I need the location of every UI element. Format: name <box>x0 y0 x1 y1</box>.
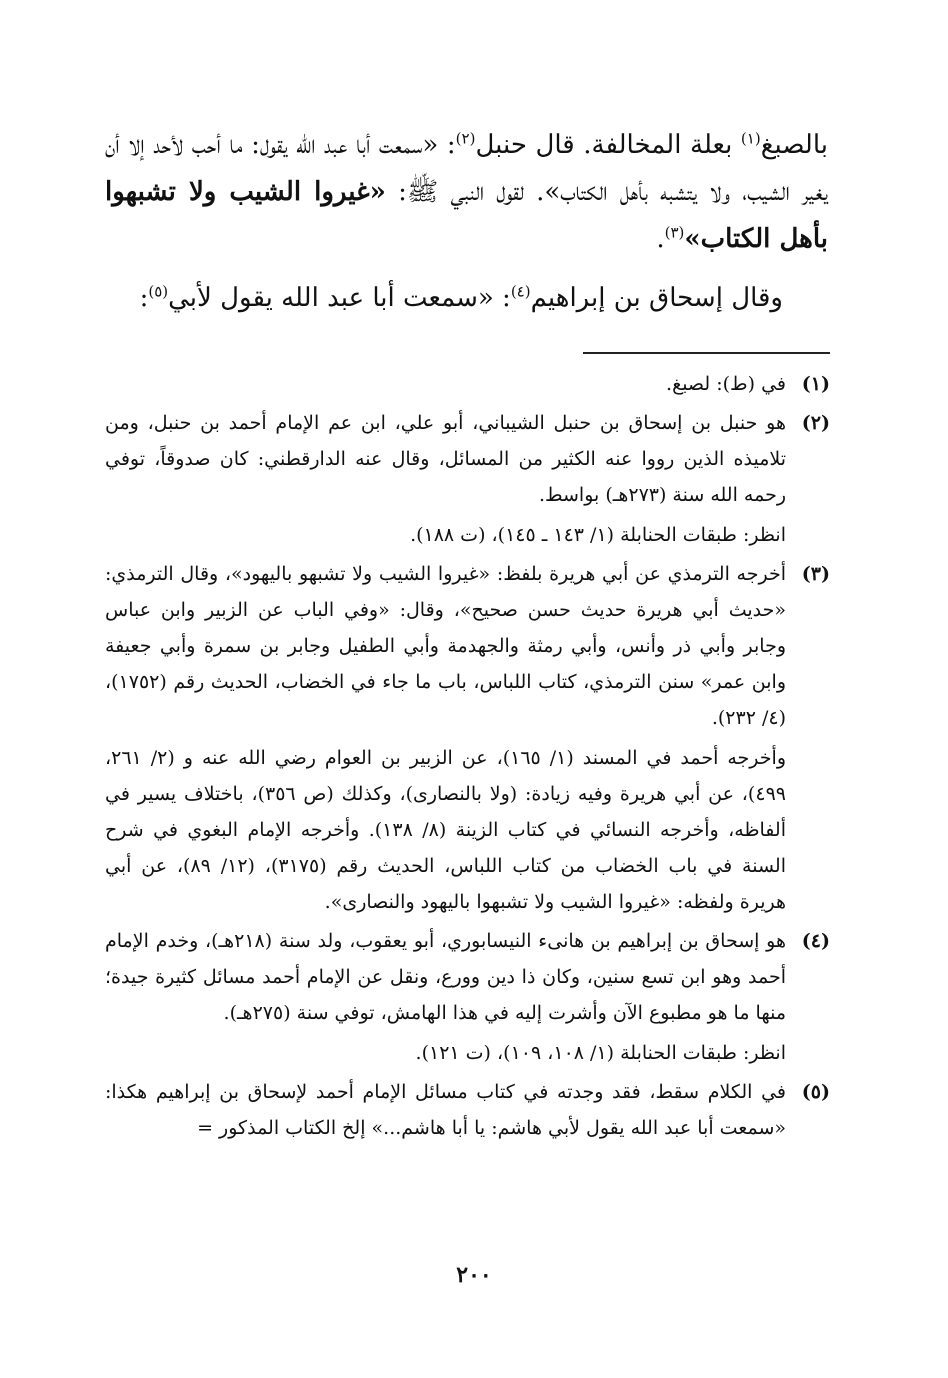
footnote-5 <box>105 1074 830 1146</box>
text-run: . <box>656 224 665 254</box>
footnote-number: (١) <box>801 373 830 395</box>
main-paragraph-2 <box>105 275 828 322</box>
footnote-ref-3[interactable]: (٣) <box>664 223 685 242</box>
footnote-text: في الكلام سقط، فقد وجدته في كتاب مسائل الإمام أحمد لإسحاق بن إبراهيم هكذا: «سمعت أبا عبد الله يقول لأبي هاشم: يا أبا هاشم...» إلخ الكتاب المذكور = <box>105 1081 786 1139</box>
text-run: : <box>139 283 149 313</box>
footnote-ref-2[interactable]: (٢) <box>455 129 476 148</box>
footnote-separator <box>583 352 830 354</box>
footnote-ref-4[interactable]: (٤) <box>510 282 531 301</box>
page-number: ٢٠٠ <box>456 1262 492 1288</box>
footnote-body <box>105 556 786 920</box>
footnote-text: أخرجه الترمذي عن أبي هريرة بلفظ: «غيروا الشيب ولا تشبهو باليهود»، وقال الترمذي: «حديث أبي هريرة حديث حسن صحيح»، وقال: «وفي الباب عن الزبير وابن عباس وجابر وأبي ذر وأنس، وأبي رمثة والجهدمة وأبي الطفيل وجابر بن سمرة وأبي جعيفة وابن عمر» سنن الترمذي، كتاب اللباس، باب ما جاء في الخضاب، الحديث رقم (١٧٥٢)، (٤/ ٢٣٢). <box>105 563 786 729</box>
hadith-quote: «غيروا الشيب ولا تشبهوا بأهل الكتاب» <box>105 177 828 254</box>
text-run: : «سمعت أبا عبد الله يقول لأبي <box>168 283 511 313</box>
footnote-reference: انظر: طبقات الحنابلة (١/ ١٤٣ ـ ١٤٥)، (ت ١٨٨). <box>410 524 786 546</box>
main-paragraph-1 <box>105 122 828 263</box>
footnote-body <box>105 366 786 402</box>
footnotes <box>105 366 830 1149</box>
text-run: بعلة المخالفة. قال حنبل <box>475 130 741 160</box>
footnote-text: وأخرجه أحمد في المسند (١/ ١٦٥)، عن الزبير بن العوام رضي الله عنه و (٢/ ٢٦١، ٤٩٩)، عن أبي هريرة وفيه زيادة: (ولا بالنصارى)، وكذلك (ص ٣٥٦)، باختلاف يسير في ألفاظه، وأخرجه النسائي في كتاب الزينة (٨/ ١٣٨). وأخرجه الإمام البغوي في شرح السنة في باب الخضاب من كتاب اللباس، الحديث رقم (٣١٧٥)، (١٢/ ٨٩)، عن أبي هريرة ولفظه: «غيروا الشيب ولا تشبهوا باليهود والنصارى». <box>105 747 786 913</box>
footnote-reference: انظر: طبقات الحنابلة (١/ ١٠٨، ١٠٩)، (ت ١٢١). <box>415 1042 786 1064</box>
footnote-number: (٥) <box>801 1081 830 1103</box>
footnote-text: في (ط): لصبغ. <box>666 373 786 395</box>
footnote-ref-1[interactable]: (١) <box>740 129 761 148</box>
footnote-3 <box>105 556 830 920</box>
footnote-number: (٤) <box>801 930 830 952</box>
footnote-body <box>105 1074 786 1146</box>
footnote-2 <box>105 405 830 553</box>
text-run: بالصبغ <box>760 130 828 160</box>
footnote-ref-5[interactable]: (٥) <box>148 282 169 301</box>
footnote-body <box>105 405 786 553</box>
footnote-number: (٢) <box>801 412 830 434</box>
text-run: وقال إسحاق بن إبراهيم <box>530 283 783 313</box>
main-text <box>105 122 828 322</box>
footnote-text: هو حنبل بن إسحاق بن حنبل الشيباني، أبو علي، ابن عم الإمام أحمد بن حنبل، ومن تلاميذه الذين رووا عنه الكثير من المسائل، وقال عنه الدارقطني: كان صدوقاً، توفي رحمه الله سنة (٢٧٣هـ) بواسط. <box>105 412 786 506</box>
footnote-body <box>105 923 786 1071</box>
footnote-1 <box>105 366 830 402</box>
footnote-number: (٣) <box>801 563 830 585</box>
footnote-4 <box>105 923 830 1071</box>
text-run: : «سمعت أبا عبد الله يقول: ما أحب لأحد إلا أن يغير الشيب، ولا يتشبه بأهل الكتاب». لقول النبي ﷺ: <box>105 130 828 207</box>
footnote-text: هو إسحاق بن إبراهيم بن هانىء النيسابوري، أبو يعقوب، ولد سنة (٢١٨هـ)، وخدم الإمام أحمد وهو ابن تسع سنين، وكان ذا دين وورع، ونقل عن الإمام أحمد مسائل كثيرة جيدة؛ منها ما هو مطبوع الآن وأشرت إليه في هذا الهامش، توفي سنة (٢٧٥هـ). <box>105 930 787 1024</box>
